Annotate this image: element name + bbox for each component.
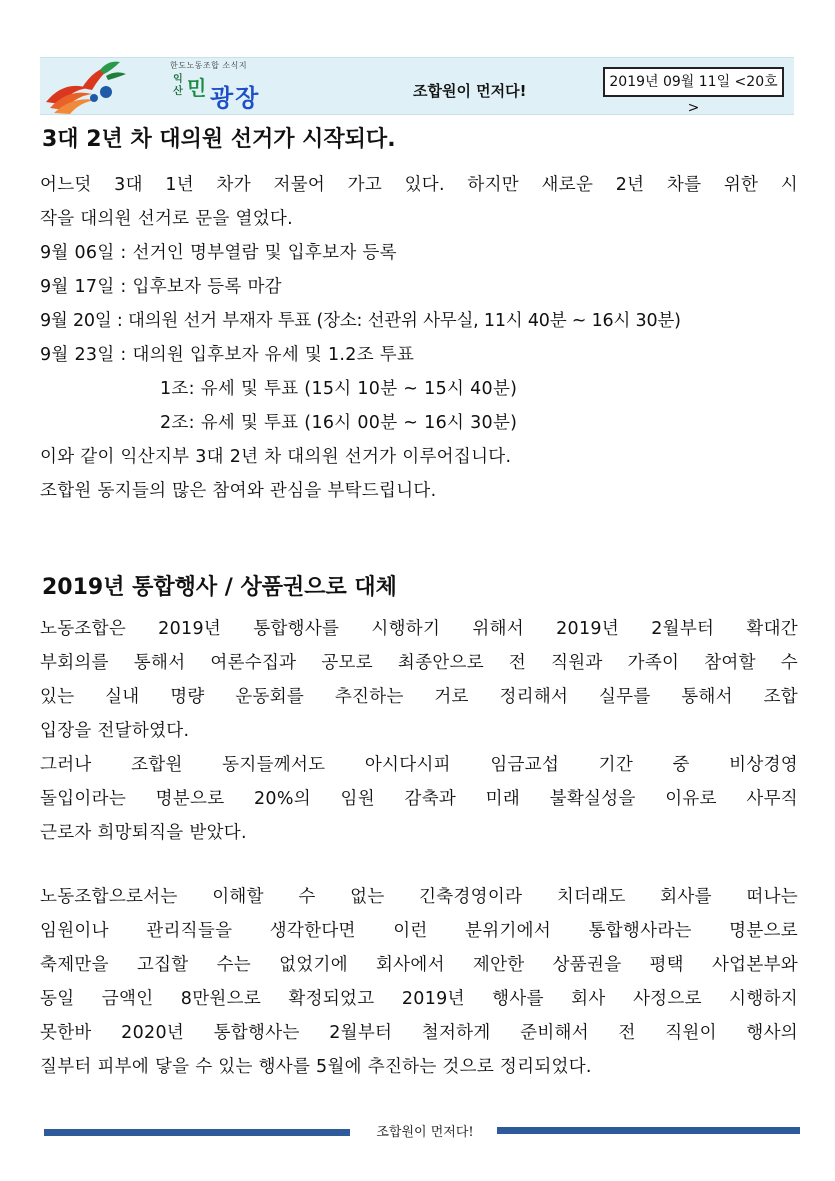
masthead-banner	[40, 57, 794, 115]
footer-slogan: 조합원이 먼저다!	[376, 1125, 474, 1140]
schedule-subline: 2조: 유세 및 투표 (16시 00분 ~ 16시 30분)	[160, 413, 518, 433]
section2-paragraph-2	[40, 880, 798, 1084]
schedule-line: 9월 17일 : 입후보자 등록 마감	[40, 277, 282, 297]
masthead-min: 민	[187, 76, 207, 100]
text-line: 그러나 조합원 동지들께서도 아시다시피 임금교섭 기간 중 비상경영	[40, 755, 798, 775]
text-line: 노동조합은 2019년 통합행사를 시행하기 위해서 2019년 2월부터 확대간	[40, 619, 798, 639]
text-line: 근로자 희망퇴직을 받았다.	[40, 823, 247, 843]
text-line: 축제만을 고집할 수는 없었기에 회사에서 제안한 상품권을 평택 사업본부와	[40, 955, 798, 975]
text-line: 이와 같이 익산지부 3대 2년 차 대의원 선거가 이루어집니다.	[40, 447, 512, 467]
text-line: 작을 대의원 선거로 문을 열었다.	[40, 209, 293, 229]
text-line: 노동조합으로서는 이해할 수 없는 긴축경영이라 치더래도 회사를 떠나는	[40, 887, 798, 907]
text-line: 동일 금액인 8만원으로 확정되었고 2019년 행사를 회사 사정으로 시행하지	[40, 989, 798, 1009]
text-line: 질부터 피부에 닿을 수 있는 행사를 5월에 추진하는 것으로 정리되었다.	[40, 1057, 592, 1077]
issue-date-box: 2019년 09월 11일 <20호>	[603, 67, 784, 97]
text-line: 입장을 전달하였다.	[40, 721, 190, 741]
text-line: 돌입이라는 명분으로 20%의 임원 감축과 미래 불확실성을 이유로 사무직	[40, 789, 798, 809]
footer-divider-left	[44, 1129, 350, 1136]
region-label: 익산	[173, 74, 183, 97]
text-line: 조합원 동지들의 많은 참여와 관심을 부탁드립니다.	[40, 481, 437, 501]
text-line: 어느덧 3대 1년 차가 저물어 가고 있다. 하지만 새로운 2년 차를 위한 시	[40, 175, 798, 195]
masthead-title: 광장	[210, 84, 261, 112]
section1-body	[40, 168, 798, 508]
schedule-line: 9월 20일 : 대의원 선거 부재자 투표 (장소: 선관위 사무실, 11시 40분 ~ 16시 30분)	[40, 311, 681, 331]
section1-title: 3대 2년 차 대의원 선거가 시작되다.	[42, 127, 396, 152]
text-line: 임원이나 관리직들을 생각한다면 이런 분위기에서 통합행사라는 명분으로	[40, 921, 798, 941]
schedule-line: 9월 06일 : 선거인 명부열람 및 입후보자 등록	[40, 243, 397, 263]
publisher-label: 한도노동조합 소식지	[170, 61, 248, 70]
footer-divider-right	[497, 1127, 800, 1134]
schedule-line: 9월 23일 : 대의원 입후보자 유세 및 1.2조 투표	[40, 345, 415, 365]
section2-title: 2019년 통합행사 / 상품권으로 대체	[42, 575, 397, 600]
text-line: 있는 실내 명량 운동회를 추진하는 거로 정리해서 실무를 통해서 조합	[40, 687, 798, 707]
text-line: 못한바 2020년 통합행사는 2월부터 철저하게 준비해서 전 직원이 행사의	[40, 1023, 798, 1043]
masthead-slogan: 조합원이 먼저다!	[413, 82, 527, 100]
schedule-subline: 1조: 유세 및 투표 (15시 10분 ~ 15시 40분)	[160, 379, 518, 399]
union-logo-icon	[42, 58, 128, 114]
section2-paragraph-1	[40, 612, 798, 850]
text-line: 부회의를 통해서 여론수집과 공모로 최종안으로 전 직원과 가족이 참여할 수	[40, 653, 798, 673]
